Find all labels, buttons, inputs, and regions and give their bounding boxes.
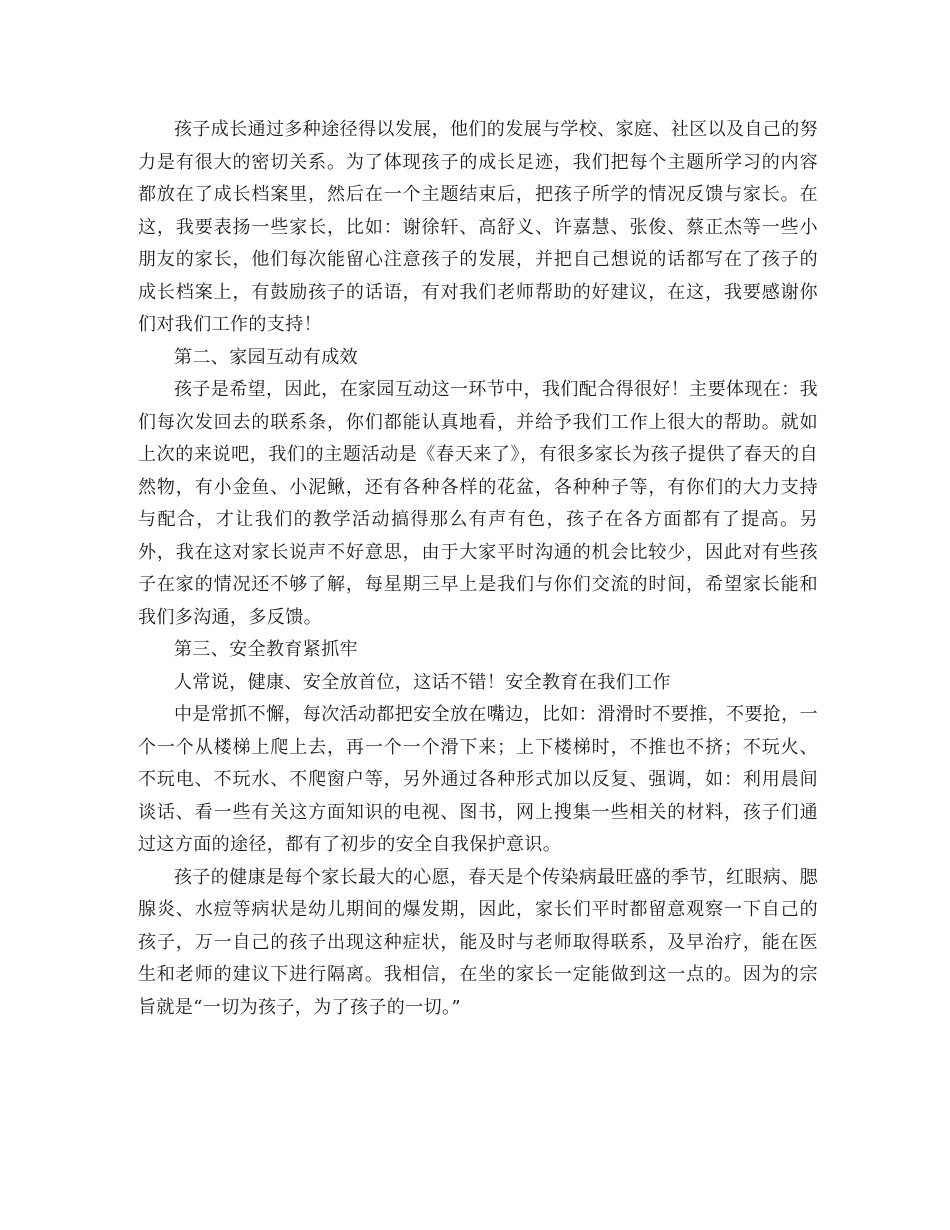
paragraph-home-school-interaction: 孩子是希望，因此，在家园互动这一环节中，我们配合得很好！主要体现在：我们每次发回去的联系条，你们都能认真地看，并给予我们工作上很大的帮助。就如上次的来说吧，我们的主题活动是《春天来了》，有很多家长为孩子提供了春天的自然物，有小金鱼、小泥鳅，还有各种各样的花盆，各种种子等，有你们的大力支持与配合，才让我们的教学活动搞得那么有声有色，孩子在各方面都有了提高。另外，我在这对家长说声不好意思，由于大家平时沟通的机会比较少，因此对有些孩子在家的情况还不够了解，每星期三早上是我们与你们交流的时间，希望家长能和我们多沟通，多反馈。 <box>138 379 818 628</box>
paragraph-growth-records: 孩子成长通过多种途径得以发展，他们的发展与学校、家庭、社区以及自己的努力是有很大的密切关系。为了体现孩子的成长足迹，我们把每个主题所学习的内容都放在了成长档案里，然后在一个主题结束后，把孩子所学的情况反馈与家长。在这，我要表扬一些家长，比如：谢徐轩、高舒义、许嘉慧、张俊、蔡正杰等一些小朋友的家长，他们每次能留心注意孩子的发展，并把自己想说的话都写在了孩子的成长档案上，有鼓励孩子的话语，有对我们老师帮助的好建议，在这，我要感谢你们对我们工作的支持！ <box>138 119 818 335</box>
document-body <box>138 114 818 1024</box>
paragraph-safety-details: 中是常抓不懈，每次活动都把安全放在嘴边，比如：滑滑时不要推，不要抢，一个一个从楼梯上爬上去，再一个一个滑下来；上下楼梯时，不推也不挤；不玩火、不玩电、不玩水、不爬窗户等，另外通过各种形式加以反复、强调，如：利用晨间谈话、看一些有关这方面知识的电视、图书，网上搜集一些相关的材料，孩子们通过这方面的途径，都有了初步的安全自我保护意识。 <box>138 704 818 855</box>
paragraph-safety-intro: 人常说，健康、安全放首位，这话不错！安全教育在我们工作 <box>174 671 671 693</box>
section-heading-safety-education: 第三、安全教育紧抓牢 <box>174 639 358 660</box>
paragraph-health: 孩子的健康是每个家长最大的心愿，春天是个传染病最旺盛的季节，红眼病、腮腺炎、水痘等病状是幼儿期间的爆发期，因此，家长们平时都留意观察一下自己的孩子，万一自己的孩子出现这种症状，能及时与老师取得联系，及早治疗，能在医生和老师的建议下进行隔离。我相信，在坐的家长一定能做到这一点的。因为的宗旨就是“一切为孩子，为了孩子的一切。” <box>138 866 818 1018</box>
section-heading-home-school-interaction: 第二、家园互动有成效 <box>174 346 358 368</box>
